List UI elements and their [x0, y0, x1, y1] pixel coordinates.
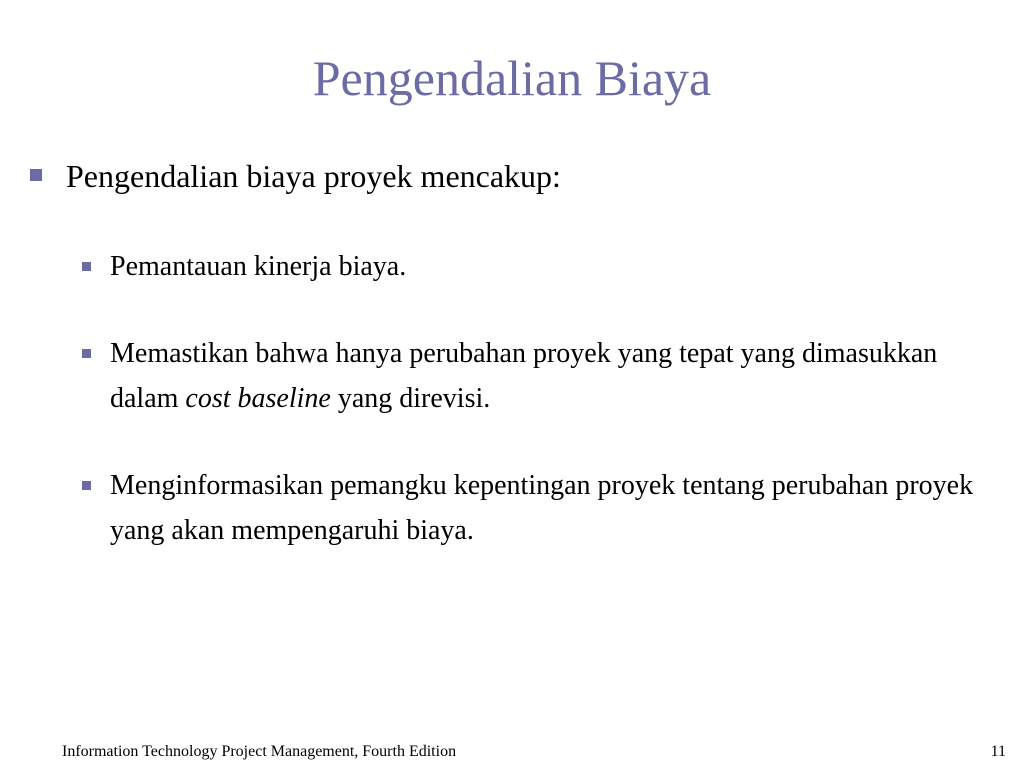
- square-bullet-icon: [82, 481, 91, 490]
- main-bullet: [30, 152, 990, 200]
- sub-bullet-text: Menginformasikan pemangku kepentingan proyek tentang perubahan proyek yang akan mempengaruhi biaya.: [110, 470, 974, 546]
- sub-bullet-item: [82, 463, 992, 553]
- footer-source: Information Technology Project Management, Fourth Edition: [62, 743, 457, 760]
- sub-bullet-text: [110, 331, 992, 421]
- sub-bullet-item: [82, 244, 992, 289]
- square-bullet-icon: [82, 262, 91, 271]
- italic-term: cost baseline: [185, 383, 331, 414]
- sub-bullet-item: [82, 331, 992, 421]
- page-number: 11: [990, 743, 1006, 760]
- sub-bullet-text: Pemantauan kinerja biaya.: [110, 251, 407, 282]
- main-bullet-text: Pengendalian biaya proyek mencakup:: [66, 158, 561, 194]
- sub-bullet-text-part: Memastikan bahwa hanya perubahan proyek yang tepat yang dimasukkan dalam: [110, 338, 938, 414]
- sub-bullet-text-part: yang direvisi.: [330, 383, 491, 414]
- square-bullet-icon: [30, 169, 42, 181]
- slide-title: Pengendalian Biaya: [312, 50, 712, 106]
- square-bullet-icon: [82, 349, 91, 358]
- sub-bullet-list: [82, 244, 992, 595]
